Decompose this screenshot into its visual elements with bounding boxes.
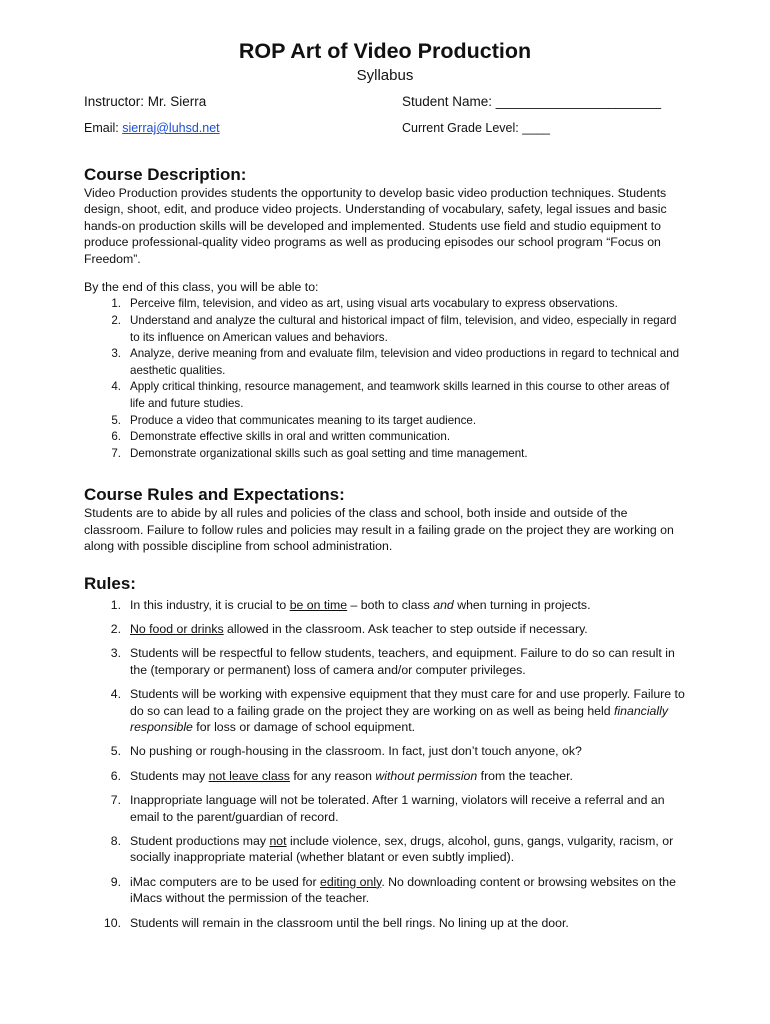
objective-number: 3. bbox=[111, 347, 121, 361]
rule-text-segment: Students may bbox=[130, 768, 209, 783]
objective-number: 7. bbox=[111, 446, 121, 460]
email-line bbox=[84, 121, 220, 135]
rule-text-segment: allowed in the classroom. Ask teacher to step outside if necessary. bbox=[223, 622, 588, 636]
objective-number: 5. bbox=[111, 413, 121, 427]
rule-text-segment: editing only bbox=[320, 874, 382, 889]
rule-text-segment: from the teacher. bbox=[477, 768, 573, 783]
rule-item bbox=[84, 915, 686, 931]
objective-text: Demonstrate effective skills in oral and written communication. bbox=[130, 430, 451, 444]
rule-item bbox=[84, 833, 686, 866]
rule-text-segment: In this industry, it is crucial to bbox=[130, 597, 290, 612]
course-description-heading: Course Description: bbox=[84, 165, 247, 184]
rule-item bbox=[84, 874, 686, 907]
rule-text-segment: Inappropriate language will not be tolerated. After 1 warning, violators will receive a referral and an email to the parent/guardian of record. bbox=[130, 793, 665, 824]
objective-item bbox=[84, 413, 686, 430]
objective-item bbox=[84, 429, 686, 446]
rule-text-segment: and bbox=[433, 597, 454, 612]
rule-text-segment: Students will be respectful to fellow students, teachers, and equipment. Failure to do so can result in the (temporary or permanent) loss of camera and/or computer privileges. bbox=[130, 646, 675, 677]
objectives-intro: By the end of this class, you will be able to: bbox=[84, 280, 319, 295]
rule-text-segment: without permission bbox=[375, 768, 478, 783]
rules-list bbox=[84, 597, 686, 932]
email-link[interactable]: sierraj@luhsd.net bbox=[122, 121, 220, 135]
rule-item bbox=[84, 768, 686, 784]
objective-number: 6. bbox=[111, 430, 121, 444]
rule-text-segment: iMac computers are to be used for bbox=[130, 874, 321, 889]
student-name-field: Student Name: ______________________ bbox=[402, 94, 661, 109]
objective-number: 4. bbox=[111, 380, 121, 394]
rule-text-segment: Students will remain in the classroom until the bell rings. No lining up at the door. bbox=[130, 915, 569, 930]
rule-text-segment: for loss or damage of school equipment. bbox=[192, 720, 416, 735]
rule-item bbox=[84, 645, 686, 678]
rule-text-segment: financially responsible bbox=[130, 703, 668, 735]
rule-item bbox=[84, 743, 686, 759]
rule-text-segment: No food or drinks bbox=[130, 622, 224, 636]
objective-item bbox=[84, 296, 686, 313]
rule-text-segment: for any reason bbox=[289, 768, 376, 783]
instructor-text: Instructor: Mr. Sierra bbox=[84, 94, 207, 109]
objective-text: Demonstrate organizational skills such as goal setting and time management. bbox=[130, 446, 528, 460]
rule-text-segment: not leave class bbox=[208, 768, 290, 783]
objectives-list bbox=[84, 296, 686, 462]
rule-text-segment: not bbox=[269, 834, 287, 849]
course-description-text: Video Production provides students the opportunity to develop basic video production techniques. Students design, shoot, edit, and produce video projects. Understanding of vocabulary, safety, legal issues and basic hands-on production skills will be developed and implemented. Students use field and studio equipment to produce professional-quality video programs as well as producing episodes our school program “Focus on Freedom”. bbox=[84, 186, 667, 266]
objective-item bbox=[84, 379, 686, 412]
rule-number: 2. bbox=[110, 622, 121, 636]
rule-text-segment: – both to class bbox=[347, 597, 434, 612]
objective-text: Apply critical thinking, resource management, and teamwork skills learned in this course to other areas of life and future studies. bbox=[130, 380, 670, 410]
rule-text-segment: . No downloading content or browsing websites on the iMacs without the permission of the teacher. bbox=[130, 874, 676, 906]
rule-item bbox=[84, 792, 686, 825]
rule-number: 10. bbox=[103, 915, 121, 930]
rule-text-segment: when turning in projects. bbox=[453, 597, 591, 612]
rule-item bbox=[84, 686, 686, 735]
page-subtitle: Syllabus bbox=[356, 67, 414, 84]
expectations-heading: Course Rules and Expectations: bbox=[84, 485, 345, 505]
rule-text-segment: Student productions may bbox=[130, 834, 270, 849]
email-label: Email: bbox=[84, 121, 123, 135]
rule-number: 9. bbox=[110, 874, 121, 889]
objective-text: Perceive film, television, and video as art, using visual arts vocabulary to express observations. bbox=[130, 297, 618, 311]
rule-text-segment: be on time bbox=[289, 597, 348, 612]
rule-item bbox=[84, 621, 686, 637]
rule-number: 7. bbox=[110, 793, 121, 808]
rule-number: 8. bbox=[110, 834, 121, 849]
info-row-1 bbox=[84, 94, 686, 116]
rule-number: 3. bbox=[110, 646, 121, 661]
objective-text: Analyze, derive meaning from and evaluate film, television and video productions in regard to technical and aesthetic qualities. bbox=[130, 347, 680, 377]
rule-number: 5. bbox=[110, 744, 121, 759]
rules-heading: Rules: bbox=[84, 573, 136, 593]
objective-item bbox=[84, 446, 686, 463]
info-row-2 bbox=[84, 121, 686, 143]
rule-text-segment: Students will be working with expensive equipment that they must care for and use properly. Failure to do so can lead to a failing grade on the project they are working on as well as being held bbox=[130, 687, 685, 718]
objective-number: 1. bbox=[111, 297, 121, 311]
expectations-text: Students are to abide by all rules and policies of the class and school, both inside and outside of the classroom. Failure to follow rules and policies may result in a failing grade on the project they are working on along with possible discipline from school administration. bbox=[84, 506, 674, 554]
rule-number: 6. bbox=[110, 768, 121, 783]
rule-number: 4. bbox=[110, 687, 121, 702]
objective-item bbox=[84, 313, 686, 346]
objective-item bbox=[84, 346, 686, 379]
rule-text-segment: No pushing or rough-housing in the classroom. In fact, just don’t touch anyone, ok? bbox=[130, 744, 582, 759]
objective-number: 2. bbox=[111, 314, 121, 328]
grade-level-field: Current Grade Level: ____ bbox=[402, 121, 551, 135]
rule-item bbox=[84, 597, 686, 613]
rule-number: 1. bbox=[110, 597, 121, 612]
rule-text-segment: include violence, sex, drugs, alcohol, guns, gangs, vulgarity, racism, or socially inappropriate material (whether blatant or even subtly implied). bbox=[130, 834, 674, 865]
page-title: ROP Art of Video Production bbox=[238, 39, 532, 63]
objective-text: Understand and analyze the cultural and historical impact of film, television, and video, especially in regard to its influence on American values and behaviors. bbox=[130, 314, 677, 344]
objective-text: Produce a video that communicates meaning to its target audience. bbox=[130, 413, 477, 427]
